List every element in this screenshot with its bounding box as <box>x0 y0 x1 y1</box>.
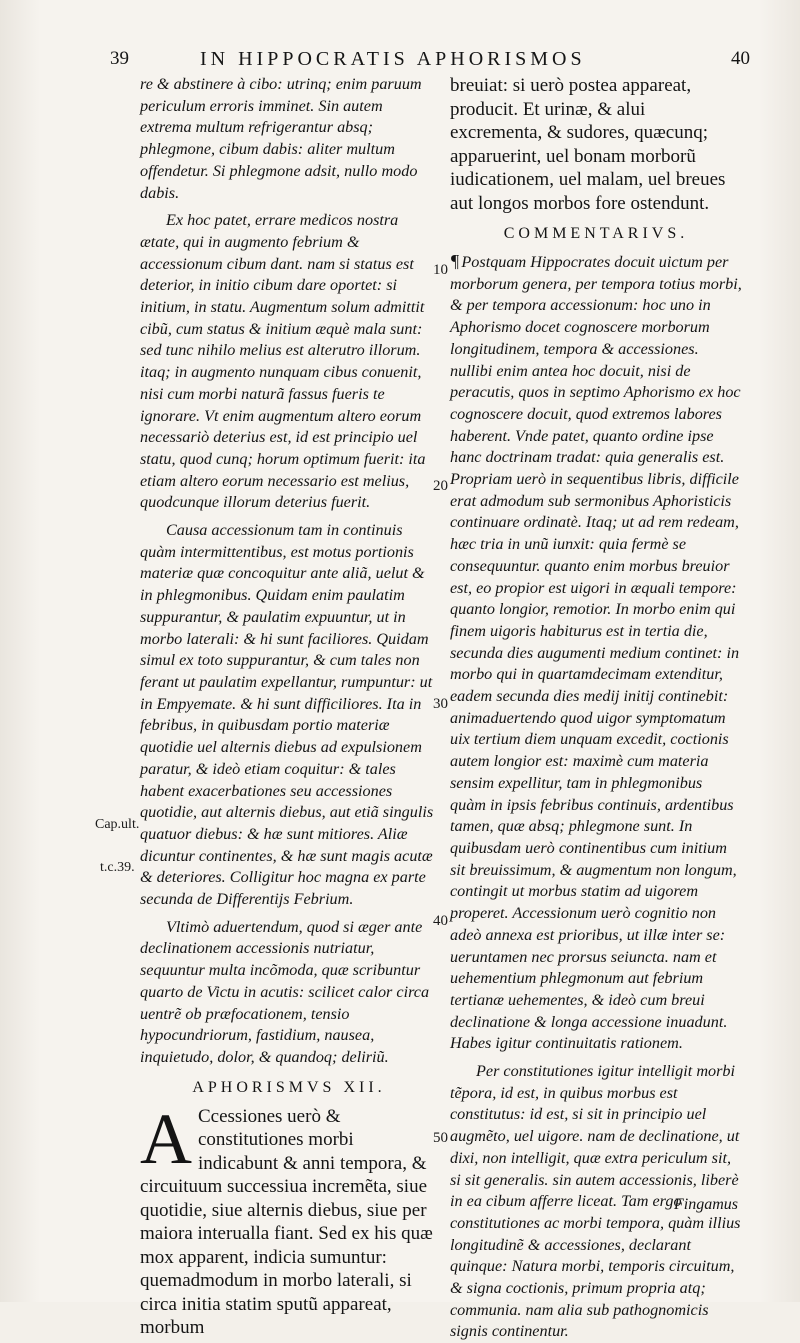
aphorism-heading: APHORISMVS XII. <box>192 1078 386 1096</box>
margin-note: t.c.39. <box>100 860 135 875</box>
line-number: 20 <box>433 478 448 494</box>
aphorism-text <box>140 1098 438 1340</box>
left-paragraph-2: Ex hoc patet, errare medicos nostra ætate, qui in augmento febrium & accessionum cibum dant. nam si status est deterior, in initio cibum dare oportet: si initium, in statu. Augmentum solum admittit cibũ, cum status & initium æquè mala sunt: sed tunc nihilo melius est alterutro illorum. itaq; in augmento nunquam cibus conuenit, nisi cum morbi naturã fassus fueris te ignorare. Vt enim augmentum altero eorum necessariò deterius est, id est principio uel statu, quod cunq; horum optimum fuerit: ita etiam altero eorum necessario est melius, quodcunque illorum deterius fuerit. <box>140 211 426 512</box>
commentary-text-1: Postquam Hippocrates docuit uictum per morborum genera, per tempora totius morbi, & per tempora accessionum: hoc uno in Aphorismo docet cognoscere morborum longitudinem, tempora & accessiones. nullibi enim antea hoc docuit, nisi de peracutis, quos in septimo Aphorismo ex hoc cognoscere docuit, quod extremos labores haberent. Vnde patet, quanto ordine ipse hanc doctrinam tradat: quia generalis est. Propriam uerò in sequentibus libris, difficile erat admodum sub sermonibus Aphoristicis continuare ordinatè. Itaq; ut ad rem redeam, hæc tria in unũ iunxit: quia fermè se consequuntur. quanto enim morbus breuior est, eo propior est uigori in æquali tempore: quanto longior, remotior. In morbo enim qui finem uigoris habiturus est in tertia die, secunda dies augumenti medium continet: in morbo qui in quartamdecimam extenditur, eadem secunda dies medij initij continebit: animaduertendo quod uigor symptomatum uix tertium diem unquam excedit, coctionis autem longior est: maximè cum materia sensim expellitur, tam in phlegmonibus quàm in ipsis febribus continuis, ardentibus tamen, quæ absq; phlegmone sunt. In quibusdam uerò continentibus cum initium sit breuissimum, & augmentum non longum, contingit ut morbus statim ad uigorem properet. Accessionum uerò cognitio non adeò annexa est prioribus, ut illæ inter se: ueruntamen nec prorsus seiuncta. nam et uehementium phlegmonum aut febrium tertianæ uehementes, & ideò cum breui declinatione & longa accessione inuadunt. Habes igitur continuitatis rationem. <box>450 253 742 1053</box>
commentary-paragraph-1 <box>450 251 742 1055</box>
aphorism-body: Ccessiones uerò & constitutiones morbi indicabunt & anni tempora, & circuituum successiua incremẽta, siue quotidie, siue alternis diebus, siue per maiora interualla fiant. Sed ex his quæ mox apparent, indicia sumuntur: quemadmodum in morbo laterali, si circa initia statim sputũ appareat, morbum <box>140 1105 433 1339</box>
left-paragraph-1: re & abstinere à cibo: utrinq; enim paruum periculum erroris imminet. Sin autem extrema multum refrigerantur absq; phlegmone, cibum dabis: aliter multum offendetur. Si phlegmone adsit, nullo modo dabis. <box>140 75 422 202</box>
catchword: Fingamus <box>674 1196 738 1213</box>
margin-note: Cap.ult. <box>95 817 140 832</box>
commentary-heading: COMMENTARIVS. <box>503 225 689 242</box>
pilcrow-mark: ¶ <box>450 251 460 271</box>
commentary-paragraph-2: Per constitutiones igitur intelligit morbi tẽpora, id est, in quibus morbus est constitutus: id est, si sit in principio uel augmẽto, uel uigore. nam de declinatione, ut dixi, non intelligit, quæ extra periculum sit, si sit generalis. sin autem accessionis, liberè in ea cibum afferre liceat. Tam ergo constitutiones ac morbi tempora, quàm illius longitudinẽ & accessiones, declarant quinque: Natura morbi, temporis circuitum, & signa coctionis, primum propria atq; communia. nam alia sub pathognomicis signis continentur. <box>450 1062 741 1341</box>
right-column <box>450 74 742 1343</box>
left-paragraph-4: Vltimò aduertendum, quod si æger ante declinationem accessionis nutriatur, sequuntur multa incõmoda, quæ scribuntur quarto de Victu in acutis: scilicet calor circa uentrẽ ob præfocationem, tensio hypocundriorum, fastidium, nausea, inquietudo, dolor, & quandoq; deliriũ. <box>140 917 430 1066</box>
drop-cap: A <box>140 1098 192 1179</box>
aphorism-continuation: breuiat: si uerò postea appareat, producit. Et urinæ, & alui excrementa, & sudores, quæcunq; apparuerint, uel bonam morborũ iudicationem, uel malam, uel breues aut longos morbos fore ostendunt. <box>450 75 726 214</box>
page-number-right: 40 <box>731 48 750 69</box>
left-paragraph-3: Causa accessionum tam in continuis quàm intermittentibus, est motus portionis materiæ quæ concoquitur ante aliã, uelut & in phlegmonibus. Quidam enim paulatim suppurantur, & paulatim expuuntur, ut in morbo laterali: & hi sunt faciliores. Quidam simul ex toto suppurantur, & cum tales non ferant ut paulatim expellantur, rumpuntur: ut in Empyemate. & hi sunt difficiliores. Ita in febribus, in quibusdam portio materiæ quotidie uel alternis diebus ad expulsionem paratur, & ideò etiam coquitur: & tales habent exacerbationes seu accessiones quotidie, aut alternis diebus, aut etiã singulis quatuor diebus: & hæ sunt mitiores. Aliæ dicuntur continentes, & hæ sunt magis acutæ & deteriores. Colligitur hoc magna ex parte secunda de Differentijs Febrium. <box>140 521 434 909</box>
line-number: 50 <box>433 1130 448 1146</box>
line-number: 40 <box>433 913 448 929</box>
line-number: 30 <box>433 696 448 712</box>
line-number: 10 <box>433 262 448 278</box>
running-title: IN HIPPOCRATIS APHORISMOS <box>200 48 586 70</box>
running-header <box>110 48 750 72</box>
page-number-left: 39 <box>110 48 129 69</box>
left-column <box>140 74 438 1340</box>
